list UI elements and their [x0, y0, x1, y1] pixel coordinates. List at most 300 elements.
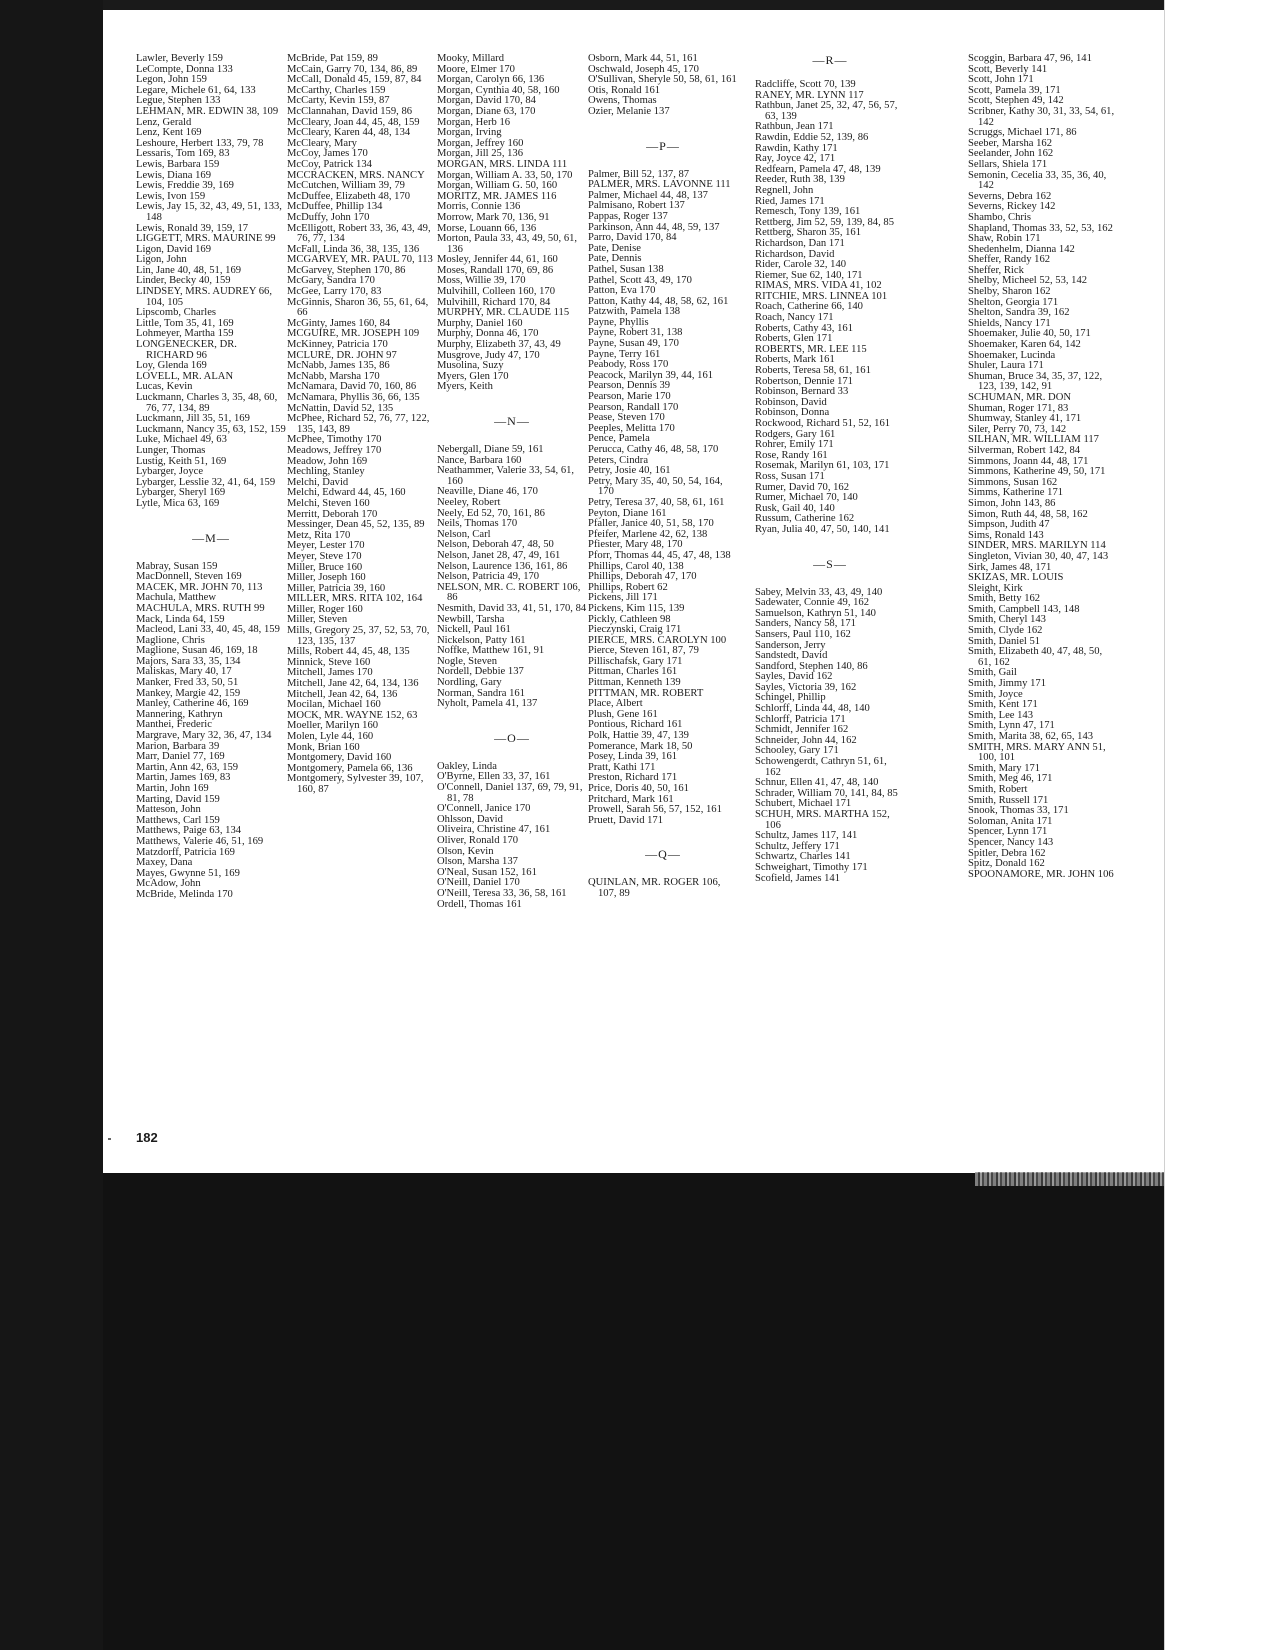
index-entry: Nance, Barbara 160 — [437, 454, 522, 466]
scan-right-margin — [1164, 0, 1275, 1650]
index-entry: Pittman, Kenneth 139 — [588, 677, 681, 689]
index-entry: Pittman, Charles 161 — [588, 666, 678, 678]
index-entry: Schwartz, Charles 141 — [755, 851, 851, 863]
index-entry: Miller, Bruce 160 — [287, 561, 363, 573]
index-entry: Silverman, Robert 142, 84 — [968, 444, 1081, 456]
index-entry: Legare, Michele 61, 64, 133 — [136, 84, 256, 96]
index-entry: Roberts, Glen 171 — [755, 333, 833, 345]
index-entry: LOVELL, MR. ALAN — [136, 370, 234, 382]
index-entry: Lytle, Mica 63, 169 — [136, 497, 220, 509]
index-entry: PITTMAN, MR. ROBERT — [588, 687, 704, 699]
index-entry: Rosemak, Marilyn 61, 103, 171 — [755, 460, 890, 472]
index-entry: Soloman, Anita 171 — [968, 815, 1053, 827]
index-entry: Severns, Rickey 142 — [968, 201, 1056, 213]
index-entry: Mosley, Jennifer 44, 61, 160 — [437, 254, 558, 266]
index-entry: Nelson, Carl — [437, 528, 491, 540]
index-entry: McCleary, Karen 44, 48, 134 — [287, 127, 411, 139]
index-entry: McNabb, James 135, 86 — [287, 360, 390, 372]
index-entry: Neathammer, Valerie 33, 54, 61, 160 — [437, 465, 575, 487]
index-entry: Mitchell, Jean 42, 64, 136 — [287, 688, 398, 700]
index-entry: Matthews, Valerie 46, 51, 169 — [136, 835, 264, 847]
index-entry: Marr, Daniel 77, 169 — [136, 751, 225, 763]
index-entry: Peeples, Melitta 170 — [588, 422, 675, 434]
index-entry: SKIZAS, MR. LOUIS — [968, 572, 1064, 584]
index-entry: Ozier, Melanie 137 — [588, 105, 670, 117]
index-entry: Shelton, Sandra 39, 162 — [968, 307, 1070, 319]
index-entry: Morgan, William G. 50, 160 — [437, 180, 558, 192]
index-entry: McGinty, James 160, 84 — [287, 317, 391, 329]
index-entry: Pathel, Scott 43, 49, 170 — [588, 274, 692, 286]
index-entry: Nelson, Patricia 49, 170 — [437, 571, 540, 583]
index-entry: Maliskas, Mary 40, 17 — [136, 666, 232, 678]
section-letter-heading: —N— — [494, 414, 530, 428]
index-entry: Spitler, Debra 162 — [968, 847, 1046, 859]
index-entry: Lybarger, Sheryl 169 — [136, 487, 226, 499]
index-entry: McGee, Larry 170, 83 — [287, 286, 382, 298]
index-entry: McCutchen, William 39, 79 — [287, 180, 405, 192]
section-letter-heading: —M— — [192, 530, 230, 545]
index-entry: MACHULA, MRS. RUTH 99 — [136, 602, 265, 614]
index-entry: Little, Tom 35, 41, 169 — [136, 317, 234, 329]
index-entry: Luckmann, Charles 3, 35, 48, 60, 76, 77, 134, 89 — [136, 392, 278, 414]
index-entry: MCGUIRE, MR. JOSEPH 109 — [287, 328, 420, 340]
index-entry: Robertson, Dennie 171 — [755, 375, 853, 387]
index-entry: Melchi, Edward 44, 45, 160 — [287, 487, 406, 499]
index-entry: Melchi, Steven 160 — [287, 497, 370, 509]
index-entry: McKinney, Patricia 170 — [287, 339, 388, 351]
index-entry: Martin, Ann 42, 63, 159 — [136, 761, 239, 773]
index-entry: Pforr, Thomas 44, 45, 47, 48, 138 — [588, 549, 731, 561]
index-entry: Morgan, Jill 25, 136 — [437, 148, 524, 160]
index-entry: Rumer, David 70, 162 — [755, 481, 850, 493]
index-entry: Rettberg, Sharon 35, 161 — [755, 227, 862, 239]
index-entry: Montgomery, Pamela 66, 136 — [287, 762, 413, 774]
index-entry: O'Connell, Daniel 137, 69, 79, 91, 81, 78 — [437, 782, 583, 804]
index-entry: Scott, Pamela 39, 171 — [968, 84, 1061, 96]
index-column-3 — [437, 54, 587, 910]
index-entry: Mack, Linda 64, 159 — [136, 613, 225, 625]
index-entry: Sayles, David 162 — [755, 671, 833, 683]
index-entry: Shapland, Thomas 33, 52, 53, 162 — [968, 222, 1113, 234]
index-entry: Luckmann, Nancy 35, 63, 152, 159 — [136, 423, 286, 435]
index-entry: O'Neill, Daniel 170 — [437, 877, 520, 889]
index-entry: Rockwood, Richard 51, 52, 161 — [755, 418, 891, 429]
index-entry: Macleod, Lani 33, 40, 45, 48, 159 — [136, 624, 280, 636]
index-entry: Sirk, James 48, 171 — [968, 561, 1052, 573]
index-entry: Roberts, Teresa 58, 61, 161 — [755, 365, 871, 377]
index-entry: Schlorff, Linda 44, 48, 140 — [755, 703, 870, 715]
index-entry: Smith, Robert — [968, 783, 1028, 795]
scan-top-border — [0, 0, 1275, 10]
index-entry: Lewis, Diana 169 — [136, 169, 212, 181]
index-entry: MOCK, MR. WAYNE 152, 63 — [287, 709, 418, 721]
index-entry: Ryan, Julia 40, 47, 50, 140, 141 — [755, 523, 890, 535]
index-entry: Ried, James 171 — [755, 195, 825, 207]
index-entry: Smith, Meg 46, 171 — [968, 773, 1053, 785]
index-entry: Shelby, Micheel 52, 53, 142 — [968, 275, 1088, 287]
index-entry: McNamara, David 70, 160, 86 — [287, 381, 417, 393]
index-entry: Rawdin, Kathy 171 — [755, 142, 838, 154]
index-entry: Nickell, Paul 161 — [437, 624, 511, 636]
index-entry: Manley, Catherine 46, 169 — [136, 698, 249, 710]
index-entry: Richardson, David — [755, 248, 835, 260]
index-entry: Miller, Patricia 39, 160 — [287, 582, 386, 594]
index-entry: Pence, Pamela — [588, 433, 650, 445]
index-entry: Oliveira, Christine 47, 161 — [437, 824, 551, 836]
index-entry: Nyholt, Pamela 41, 137 — [437, 698, 538, 710]
index-entry: Schowengerdt, Cathryn 51, 61, 162 — [755, 756, 887, 778]
index-entry: Mooky, Millard — [437, 53, 504, 64]
index-entry: Parkinson, Ann 44, 48, 59, 137 — [588, 221, 720, 233]
index-entry: SMITH, MRS. MARY ANN 51, 100, 101 — [968, 741, 1106, 764]
index-entry: Palmer, Michael 44, 48, 137 — [588, 189, 708, 201]
index-entry: Schrader, William 70, 141, 84, 85 — [755, 787, 898, 799]
index-entry: Miller, Joseph 160 — [287, 572, 366, 584]
index-entry: Luke, Michael 49, 63 — [136, 434, 227, 446]
index-entry: Semonin, Cecelia 33, 35, 36, 40, 142 — [968, 169, 1107, 192]
index-entry: Ligon, John — [136, 254, 187, 266]
index-entry: Robinson, Bernard 33 — [755, 386, 849, 398]
index-entry: Peabody, Ross 170 — [588, 359, 669, 371]
index-entry: Sheffer, Randy 162 — [968, 254, 1051, 266]
index-entry: Pruett, David 171 — [588, 814, 664, 826]
index-entry: Matzdorff, Patricia 169 — [136, 846, 235, 858]
index-entry: Metz, Rita 170 — [287, 529, 351, 541]
index-entry: Russum, Catherine 162 — [755, 513, 855, 525]
index-entry: Ray, Joyce 42, 171 — [755, 153, 836, 165]
index-entry: Shoemaker, Julie 40, 50, 171 — [968, 328, 1091, 340]
index-entry: Shoemaker, Lucinda — [968, 349, 1056, 361]
index-entry: Neeley, Robert — [437, 496, 501, 508]
index-entry: Lucas, Kevin — [136, 381, 193, 393]
index-entry: Pearson, Randall 170 — [588, 401, 679, 413]
index-entry: SCHUH, MRS. MARTHA 152, 106 — [755, 809, 890, 831]
index-entry: O'Connell, Janice 170 — [437, 803, 531, 815]
index-entry: Rose, Randy 161 — [755, 449, 828, 461]
index-entry: SCHUMAN, MR. DON — [968, 392, 1072, 403]
index-entry: Legue, Stephen 133 — [136, 95, 221, 107]
index-entry: Shedenhelm, Dianna 142 — [968, 243, 1075, 255]
index-entry: Mabray, Susan 159 — [136, 560, 218, 572]
index-entry: O'Sullivan, Sheryle 50, 58, 61, 161 — [588, 74, 737, 86]
index-entry: Schneider, John 44, 162 — [755, 734, 857, 746]
index-entry: PIERCE, MRS. CAROLYN 100 — [588, 634, 727, 646]
index-entry: MCLURE, DR. JOHN 97 — [287, 349, 397, 361]
scan-bottom-border — [103, 1173, 1164, 1650]
index-entry: Marion, Barbara 39 — [136, 740, 220, 752]
index-entry: LeCompte, Donna 133 — [136, 63, 233, 75]
index-column-6 — [968, 54, 1118, 880]
index-entry: Simpson, Judith 47 — [968, 519, 1050, 531]
index-entry: Patton, Kathy 44, 48, 58, 62, 161 — [588, 295, 729, 307]
index-entry: Pathel, Susan 138 — [588, 263, 664, 275]
index-entry: Shelton, Georgia 171 — [968, 296, 1059, 308]
index-entry: Simmons, Susan 162 — [968, 476, 1058, 488]
index-entry: Minnick, Steve 160 — [287, 656, 371, 668]
section-letter-heading: —P— — [646, 138, 680, 153]
index-entry: Nelson, Deborah 47, 48, 50 — [437, 539, 554, 551]
index-entry: Neely, Ed 52, 70, 161, 86 — [437, 507, 545, 519]
index-entry: Scruggs, Michael 171, 86 — [968, 127, 1077, 139]
index-entry: Rathbun, Jean 171 — [755, 121, 834, 133]
index-entry: Shumway, Stanley 41, 171 — [968, 413, 1082, 425]
index-entry: O'Byrne, Ellen 33, 37, 161 — [437, 771, 551, 783]
index-entry: Shaw, Robin 171 — [968, 233, 1041, 245]
index-entry: Schubert, Michael 171 — [755, 798, 852, 810]
index-entry: Matthews, Carl 159 — [136, 814, 220, 826]
index-entry: Ligon, David 169 — [136, 243, 212, 255]
index-entry: Pomerance, Mark 18, 50 — [588, 740, 693, 752]
index-entry: Moeller, Marilyn 160 — [287, 720, 379, 732]
index-entry: Smith, Cheryl 143 — [968, 614, 1046, 626]
index-column-5 — [755, 54, 905, 884]
index-entry: Montgomery, Sylvester 39, 107, 160, 87 — [287, 773, 424, 795]
index-entry: Rider, Carole 32, 140 — [755, 259, 847, 271]
index-entry: McDuffy, John 170 — [287, 211, 370, 223]
index-entry: Shuler, Laura 171 — [968, 360, 1044, 372]
index-entry: Nelson, Laurence 136, 161, 86 — [437, 560, 568, 572]
index-entry: Severns, Debra 162 — [968, 190, 1052, 202]
index-entry: Preston, Richard 171 — [588, 772, 678, 784]
index-entry: Pappas, Roger 137 — [588, 210, 668, 222]
index-entry: Payne, Phyllis — [588, 316, 649, 328]
index-entry: Nogle, Steven — [437, 655, 498, 667]
index-entry: Peters, Cindra — [588, 454, 649, 466]
index-entry: Moses, Randall 170, 69, 86 — [437, 264, 554, 276]
index-entry: Pickens, Jill 171 — [588, 592, 658, 604]
index-entry: Palmer, Bill 52, 137, 87 — [588, 168, 690, 180]
index-entry: Lewis, Ronald 39, 159, 17 — [136, 222, 249, 234]
index-entry: Schnur, Ellen 41, 47, 48, 140 — [755, 777, 879, 789]
index-entry: LONGENECKER, DR. RICHARD 96 — [136, 339, 237, 361]
scan-artifact-strip — [975, 1172, 1164, 1186]
index-entry: McClannahan, David 159, 86 — [287, 105, 413, 117]
index-entry: Smith, Clyde 162 — [968, 625, 1043, 637]
index-entry: ROBERTS, MR. LEE 115 — [755, 343, 867, 355]
index-entry: Samuelson, Kathryn 51, 140 — [755, 607, 876, 619]
page-number: 182 — [136, 1130, 158, 1145]
index-entry: Roach, Nancy 171 — [755, 312, 834, 324]
index-entry: Spencer, Lynn 171 — [968, 826, 1048, 838]
index-entry: Moore, Elmer 170 — [437, 63, 515, 75]
index-entry: Roberts, Cathy 43, 161 — [755, 322, 853, 334]
index-entry: Myers, Keith — [437, 381, 493, 393]
index-entry: MURPHY, MR. CLAUDE 115 — [437, 307, 570, 319]
index-entry: Petry, Teresa 37, 40, 58, 61, 161 — [588, 496, 725, 508]
index-entry: Lewis, Freddie 39, 169 — [136, 180, 234, 192]
section-letter-heading: —Q— — [645, 847, 681, 862]
index-entry: Payne, Susan 49, 170 — [588, 338, 679, 350]
index-entry: Meyer, Steve 170 — [287, 550, 362, 562]
index-entry: Simms, Katherine 171 — [968, 487, 1064, 499]
index-entry: Morgan, Irving — [437, 127, 502, 139]
index-entry: LEHMAN, MR. EDWIN 38, 109 — [136, 105, 279, 117]
index-entry: Mayes, Gwynne 51, 169 — [136, 867, 240, 879]
index-entry: MCGARVEY, MR. PAUL 70, 113 — [287, 254, 433, 266]
index-entry: Mills, Robert 44, 45, 48, 135 — [287, 646, 410, 658]
section-letter-heading: —S— — [813, 556, 847, 571]
index-column-2 — [287, 54, 437, 796]
index-entry: McPhee, Timothy 170 — [287, 434, 382, 446]
index-entry: Pontious, Richard 161 — [588, 719, 683, 731]
index-entry: Melchi, David — [287, 476, 349, 488]
index-entry: Patzwith, Pamela 138 — [588, 306, 681, 318]
index-entry: Smith, Daniel 51 — [968, 635, 1041, 647]
index-entry: McAdow, John — [136, 878, 201, 890]
index-entry: Phillips, Deborah 47, 170 — [588, 571, 697, 583]
index-entry: Payne, Robert 31, 138 — [588, 327, 683, 339]
index-entry: Murphy, Donna 46, 170 — [437, 328, 539, 340]
index-entry: Pfaller, Janice 40, 51, 58, 170 — [588, 518, 714, 530]
index-entry: Snook, Thomas 33, 171 — [968, 805, 1069, 817]
index-entry: Nordell, Debbie 137 — [437, 666, 524, 678]
index-entry: Monk, Brian 160 — [287, 741, 360, 753]
index-entry: Martin, James 169, 83 — [136, 772, 231, 784]
index-entry: Pearson, Dennis 39 — [588, 380, 671, 392]
index-entry: McCoy, Patrick 134 — [287, 158, 372, 170]
index-entry: McCleary, Mary — [287, 137, 357, 149]
index-entry: Seeber, Marsha 162 — [968, 137, 1053, 149]
index-entry: Roberts, Mark 161 — [755, 354, 835, 366]
index-entry: Rumer, Michael 70, 140 — [755, 492, 858, 504]
section-letter-heading: —O— — [494, 730, 530, 745]
index-entry: Smith, Joyce — [968, 688, 1023, 700]
index-entry: Matthews, Paige 63, 134 — [136, 825, 242, 837]
index-entry: Spencer, Nancy 143 — [968, 836, 1054, 848]
index-entry: Norman, Sandra 161 — [437, 687, 525, 699]
index-entry: Sheffer, Rick — [968, 264, 1024, 276]
index-entry: Nordling, Gary — [437, 677, 502, 689]
index-entry: Pate, Dennis — [588, 253, 642, 265]
index-entry: Sayles, Victoria 39, 162 — [755, 681, 857, 693]
index-entry: Schmidt, Jennifer 162 — [755, 724, 849, 736]
index-entry: Oschwald, Joseph 45, 170 — [588, 63, 699, 75]
index-entry: SINDER, MRS. MARILYN 114 — [968, 540, 1106, 552]
index-entry: Lipscomb, Charles — [136, 307, 217, 319]
index-entry: Morgan, William A. 33, 50, 170 — [437, 169, 573, 181]
index-entry: Nelson, Janet 28, 47, 49, 161 — [437, 549, 561, 561]
index-entry: Meadows, Jeffrey 170 — [287, 444, 382, 456]
index-entry: McDuffee, Phillip 134 — [287, 201, 383, 213]
index-entry: Siler, Perry 70, 73, 142 — [968, 423, 1067, 435]
index-entry: Scott, Stephen 49, 142 — [968, 95, 1064, 107]
index-entry: Mills, Gregory 25, 37, 52, 53, 70, 123, 135, 137 — [287, 625, 430, 647]
index-entry: Pierce, Steven 161, 87, 79 — [588, 645, 699, 657]
index-entry: Morton, Paula 33, 43, 49, 50, 61, 136 — [437, 233, 578, 255]
index-entry: Ordell, Thomas 161 — [437, 898, 522, 910]
index-entry: Meyer, Lester 170 — [287, 540, 365, 552]
index-entry: McGarvey, Stephen 170, 86 — [287, 264, 406, 276]
index-entry: Molen, Lyle 44, 160 — [287, 731, 374, 742]
index-entry: Riemer, Sue 62, 140, 171 — [755, 269, 863, 281]
index-entry: Nebergall, Diane 59, 161 — [437, 444, 544, 455]
index-entry: Robinson, David — [755, 396, 827, 408]
index-entry: PALMER, MRS. LAVONNE 111 — [588, 179, 731, 191]
index-entry: Musgrove, Judy 47, 170 — [437, 349, 540, 361]
index-entry: Redfearn, Pamela 47, 48, 139 — [755, 163, 881, 175]
index-entry: Phillips, Carol 40, 138 — [588, 560, 684, 572]
index-entry: Sabey, Melvin 33, 43, 49, 140 — [755, 586, 883, 598]
index-entry: Polk, Hattie 39, 47, 139 — [588, 730, 689, 742]
index-entry: Morrow, Mark 70, 136, 91 — [437, 211, 550, 223]
index-entry: Smith, Russell 171 — [968, 794, 1049, 806]
index-entry: Newbill, Tarsha — [437, 613, 505, 625]
index-entry: McCoy, James 170 — [287, 148, 368, 160]
index-entry: Lustig, Keith 51, 169 — [136, 455, 227, 467]
index-entry: Lunger, Thomas — [136, 444, 206, 456]
index-entry: Linder, Becky 40, 159 — [136, 275, 231, 287]
index-entry: Mitchell, Jane 42, 64, 134, 136 — [287, 678, 419, 690]
index-entry: Morgan, David 170, 84 — [437, 95, 536, 107]
index-entry: Sandstedt, David — [755, 650, 828, 662]
index-entry: Lybarger, Lesslie 32, 41, 64, 159 — [136, 476, 276, 488]
index-entry: Lybarger, Joyce — [136, 466, 204, 478]
index-entry: Smith, Marita 38, 62, 65, 143 — [968, 731, 1094, 742]
index-entry: Robinson, Donna — [755, 407, 830, 419]
index-entry: Myers, Glen 170 — [437, 370, 509, 382]
index-entry: Pickly, Cathleen 98 — [588, 613, 671, 625]
index-entry: Radcliffe, Scott 70, 139 — [755, 79, 856, 90]
margin-mark — [108, 1138, 111, 1140]
index-entry: Miller, Steven — [287, 614, 348, 626]
index-entry: Schultz, Jeffery 171 — [755, 840, 840, 852]
index-entry: O'Neal, Susan 152, 161 — [437, 866, 537, 878]
index-entry: Mechling, Stanley — [287, 466, 365, 478]
index-entry: Maxey, Dana — [136, 857, 193, 869]
index-entry: Loy, Glenda 169 — [136, 360, 207, 372]
index-entry: Matteson, John — [136, 804, 201, 816]
index-entry: O'Neill, Teresa 33, 36, 58, 161 — [437, 887, 567, 899]
index-entry: Luckmann, Jill 35, 51, 169 — [136, 413, 250, 425]
index-entry: Shoemaker, Karen 64, 142 — [968, 339, 1081, 351]
index-entry: Smith, Campbell 143, 148 — [968, 603, 1080, 615]
index-entry: Mulvihill, Richard 170, 84 — [437, 296, 551, 308]
index-entry: Pfeifer, Marlene 42, 62, 138 — [588, 528, 708, 540]
index-entry: Scofield, James 141 — [755, 872, 841, 884]
index-entry: Neils, Thomas 170 — [437, 518, 518, 530]
index-entry: Schlorff, Patricia 171 — [755, 713, 846, 725]
index-entry: MACEK, MR. JOHN 70, 113 — [136, 581, 263, 593]
index-entry: Sansers, Paul 110, 162 — [755, 628, 851, 640]
index-entry: Lessaris, Tom 169, 83 — [136, 148, 230, 160]
index-entry: Place, Albert — [588, 698, 643, 710]
index-entry: Prowell, Sarah 56, 57, 152, 161 — [588, 804, 722, 816]
index-entry: Murphy, Daniel 160 — [437, 317, 523, 329]
index-entry: Mitchell, James 170 — [287, 667, 373, 679]
index-entry: Rathbun, Janet 25, 32, 47, 56, 57, 63, 139 — [755, 100, 898, 122]
index-entry: MORITZ, MR. JAMES 116 — [437, 190, 557, 202]
index-entry: Perucca, Cathy 46, 48, 58, 170 — [588, 444, 719, 455]
index-entry: Lenz, Gerald — [136, 116, 192, 128]
index-entry: Legon, John 159 — [136, 74, 207, 86]
index-entry: Maglione, Susan 46, 169, 18 — [136, 645, 258, 657]
index-entry: Mannering, Kathryn — [136, 708, 223, 720]
index-entry: Smith, Lynn 47, 171 — [968, 720, 1055, 732]
index-entry: Maglione, Chris — [136, 634, 205, 646]
index-entry: Noffke, Matthew 161, 91 — [437, 645, 545, 657]
index-entry: Smith, Lee 143 — [968, 709, 1034, 721]
index-entry: Price, Doris 40, 50, 161 — [588, 783, 689, 794]
index-entry: Smith, Elizabeth 40, 47, 48, 50, 61, 162 — [968, 646, 1103, 668]
index-entry: Payne, Terry 161 — [588, 348, 661, 360]
index-entry: Pease, Steven 170 — [588, 412, 665, 424]
index-entry: MCCRACKEN, MRS. NANCY — [287, 169, 425, 181]
index-entry: Smith, Mary 171 — [968, 762, 1041, 774]
index-entry: Sims, Ronald 143 — [968, 529, 1044, 541]
index-entry: Peacock, Marilyn 39, 44, 161 — [588, 369, 714, 381]
index-entry: Lewis, Ivon 159 — [136, 190, 206, 202]
index-entry: Simmons, Joann 44, 48, 171 — [968, 455, 1089, 467]
